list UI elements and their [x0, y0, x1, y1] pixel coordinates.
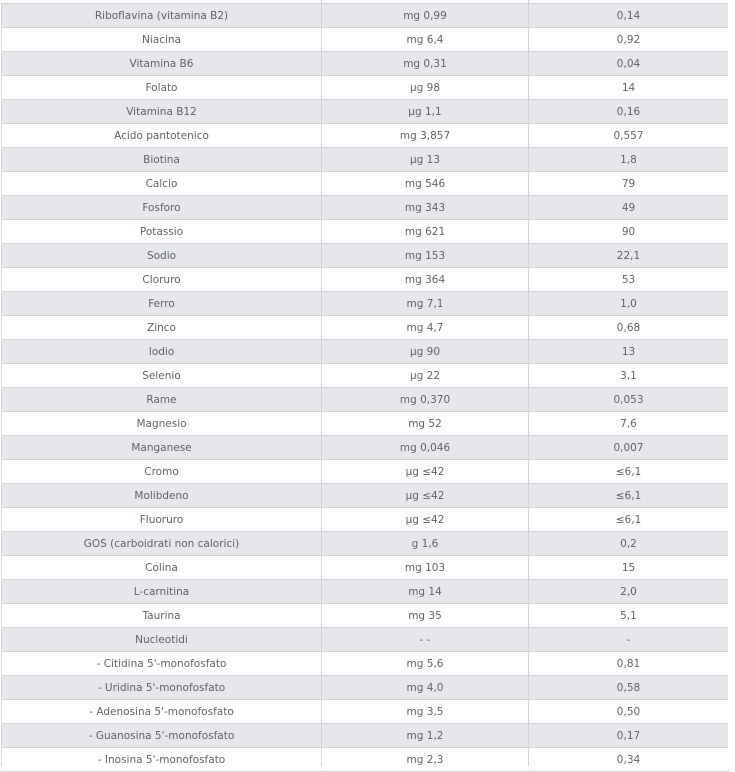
- nutrient-name-cell: Taurina: [2, 604, 322, 628]
- amount-per-100g-cell: µg 90: [322, 340, 529, 364]
- nutrient-name-cell: Riboflavina (vitamina B2): [2, 4, 322, 28]
- nutrient-name-cell: Vitamina B6: [2, 52, 322, 76]
- amount-per-100kcal-cell: 7,6: [529, 412, 729, 436]
- nutrient-name-cell: Molibdeno: [2, 484, 322, 508]
- nutrient-name-cell: Fosforo: [2, 196, 322, 220]
- amount-per-100g-cell: mg 3,5: [322, 700, 529, 724]
- nutrient-name-cell: Fluoruro: [2, 508, 322, 532]
- table-row: [2, 4, 729, 28]
- nutrient-name-cell: L-carnitina: [2, 580, 322, 604]
- amount-per-100kcal-cell: 2,0: [529, 580, 729, 604]
- table-row: [2, 556, 729, 580]
- amount-per-100g-cell: mg 621: [322, 220, 529, 244]
- table-row: [2, 124, 729, 148]
- amount-per-100kcal-cell: 0,50: [529, 700, 729, 724]
- nutrient-name-cell: Zinco: [2, 316, 322, 340]
- amount-per-100kcal-cell: 0,2: [529, 532, 729, 556]
- amount-per-100g-cell: µg 1,1: [322, 100, 529, 124]
- table-row: [2, 700, 729, 724]
- amount-per-100kcal-cell: ≤6,1: [529, 484, 729, 508]
- page-margin: [0, 766, 735, 770]
- amount-per-100kcal-cell: 0,14: [529, 4, 729, 28]
- table-row: [2, 244, 729, 268]
- amount-per-100kcal-cell: 0,04: [529, 52, 729, 76]
- table-row: [2, 364, 729, 388]
- table-row: [2, 604, 729, 628]
- amount-per-100g-cell: - -: [322, 628, 529, 652]
- table-row: [2, 220, 729, 244]
- table-row: [2, 532, 729, 556]
- amount-per-100kcal-cell: 49: [529, 196, 729, 220]
- amount-per-100kcal-cell: 14: [529, 76, 729, 100]
- amount-per-100g-cell: mg 7,1: [322, 292, 529, 316]
- amount-per-100kcal-cell: 0,053: [529, 388, 729, 412]
- amount-per-100g-cell: mg 0,99: [322, 4, 529, 28]
- table-row: [2, 652, 729, 676]
- amount-per-100g-cell: µg ≤42: [322, 460, 529, 484]
- amount-per-100g-cell: mg 1,2: [322, 724, 529, 748]
- amount-per-100kcal-cell: 0,16: [529, 100, 729, 124]
- nutrient-name-cell: Nucleotidi: [2, 628, 322, 652]
- amount-per-100g-cell: µg ≤42: [322, 484, 529, 508]
- nutrient-name-cell: Ferro: [2, 292, 322, 316]
- nutrition-table-body: [2, 4, 729, 772]
- amount-per-100kcal-cell: ≤6,1: [529, 460, 729, 484]
- amount-per-100g-cell: mg 546: [322, 172, 529, 196]
- table-row: [2, 52, 729, 76]
- amount-per-100g-cell: µg ≤42: [322, 508, 529, 532]
- amount-per-100g-cell: µg 13: [322, 148, 529, 172]
- amount-per-100g-cell: mg 103: [322, 556, 529, 580]
- table-row: [2, 172, 729, 196]
- nutrient-name-cell: - Citidina 5'-monofosfato: [2, 652, 322, 676]
- amount-per-100kcal-cell: 0,34: [529, 748, 729, 772]
- amount-per-100g-cell: mg 364: [322, 268, 529, 292]
- table-row: [2, 724, 729, 748]
- amount-per-100g-cell: µg 22: [322, 364, 529, 388]
- amount-per-100g-cell: mg 14: [322, 580, 529, 604]
- amount-per-100g-cell: mg 153: [322, 244, 529, 268]
- nutrient-name-cell: Folato: [2, 76, 322, 100]
- amount-per-100g-cell: mg 0,046: [322, 436, 529, 460]
- amount-per-100kcal-cell: 0,92: [529, 28, 729, 52]
- amount-per-100kcal-cell: 90: [529, 220, 729, 244]
- table-row: [2, 628, 729, 652]
- amount-per-100kcal-cell: 0,007: [529, 436, 729, 460]
- table-row: [2, 676, 729, 700]
- amount-per-100g-cell: mg 0,370: [322, 388, 529, 412]
- amount-per-100kcal-cell: 1,8: [529, 148, 729, 172]
- nutrient-name-cell: Potassio: [2, 220, 322, 244]
- amount-per-100kcal-cell: 13: [529, 340, 729, 364]
- nutrient-name-cell: GOS (carboidrati non calorici): [2, 532, 322, 556]
- amount-per-100kcal-cell: 53: [529, 268, 729, 292]
- nutrient-name-cell: Vitamina B12: [2, 100, 322, 124]
- nutrient-name-cell: Cromo: [2, 460, 322, 484]
- table-row: [2, 76, 729, 100]
- amount-per-100g-cell: mg 0,31: [322, 52, 529, 76]
- amount-per-100g-cell: mg 343: [322, 196, 529, 220]
- amount-per-100kcal-cell: 79: [529, 172, 729, 196]
- table-row: [2, 28, 729, 52]
- table-row: [2, 412, 729, 436]
- table-row: [2, 340, 729, 364]
- table-row: [2, 268, 729, 292]
- amount-per-100g-cell: mg 3,857: [322, 124, 529, 148]
- amount-per-100g-cell: mg 6,4: [322, 28, 529, 52]
- table-row: [2, 100, 729, 124]
- nutrient-name-cell: - Inosina 5'-monofosfato: [2, 748, 322, 772]
- amount-per-100kcal-cell: 3,1: [529, 364, 729, 388]
- amount-per-100g-cell: mg 5,6: [322, 652, 529, 676]
- nutrient-name-cell: - Adenosina 5'-monofosfato: [2, 700, 322, 724]
- table-row: [2, 436, 729, 460]
- nutrient-name-cell: Selenio: [2, 364, 322, 388]
- amount-per-100g-cell: µg 98: [322, 76, 529, 100]
- nutrient-name-cell: Rame: [2, 388, 322, 412]
- nutrient-name-cell: Biotina: [2, 148, 322, 172]
- amount-per-100g-cell: mg 4,0: [322, 676, 529, 700]
- amount-per-100kcal-cell: 0,58: [529, 676, 729, 700]
- nutrient-name-cell: Iodio: [2, 340, 322, 364]
- table-row: [2, 580, 729, 604]
- amount-per-100kcal-cell: 0,17: [529, 724, 729, 748]
- amount-per-100g-cell: mg 52: [322, 412, 529, 436]
- table-row: [2, 292, 729, 316]
- nutrient-name-cell: Niacina: [2, 28, 322, 52]
- nutrient-name-cell: Acido pantotenico: [2, 124, 322, 148]
- amount-per-100kcal-cell: -: [529, 628, 729, 652]
- amount-per-100kcal-cell: 0,81: [529, 652, 729, 676]
- nutrient-name-cell: Cloruro: [2, 268, 322, 292]
- nutrient-name-cell: Sodio: [2, 244, 322, 268]
- nutrient-name-cell: Manganese: [2, 436, 322, 460]
- amount-per-100kcal-cell: 0,557: [529, 124, 729, 148]
- nutrition-table: [1, 3, 729, 772]
- nutrient-name-cell: - Guanosina 5'-monofosfato: [2, 724, 322, 748]
- amount-per-100kcal-cell: 5,1: [529, 604, 729, 628]
- amount-per-100g-cell: mg 2,3: [322, 748, 529, 772]
- amount-per-100kcal-cell: ≤6,1: [529, 508, 729, 532]
- page-margin: [728, 0, 735, 770]
- amount-per-100kcal-cell: 0,68: [529, 316, 729, 340]
- table-row: [2, 484, 729, 508]
- amount-per-100kcal-cell: 15: [529, 556, 729, 580]
- table-row: [2, 196, 729, 220]
- table-row: [2, 508, 729, 532]
- amount-per-100kcal-cell: 1,0: [529, 292, 729, 316]
- amount-per-100g-cell: g 1,6: [322, 532, 529, 556]
- table-row: [2, 460, 729, 484]
- nutrient-name-cell: Magnesio: [2, 412, 322, 436]
- amount-per-100g-cell: mg 35: [322, 604, 529, 628]
- table-row: [2, 388, 729, 412]
- amount-per-100kcal-cell: 22,1: [529, 244, 729, 268]
- nutrient-name-cell: Colina: [2, 556, 322, 580]
- table-row: [2, 148, 729, 172]
- nutrient-name-cell: Calcio: [2, 172, 322, 196]
- amount-per-100g-cell: mg 4,7: [322, 316, 529, 340]
- table-row: [2, 316, 729, 340]
- nutrient-name-cell: - Uridina 5'-monofosfato: [2, 676, 322, 700]
